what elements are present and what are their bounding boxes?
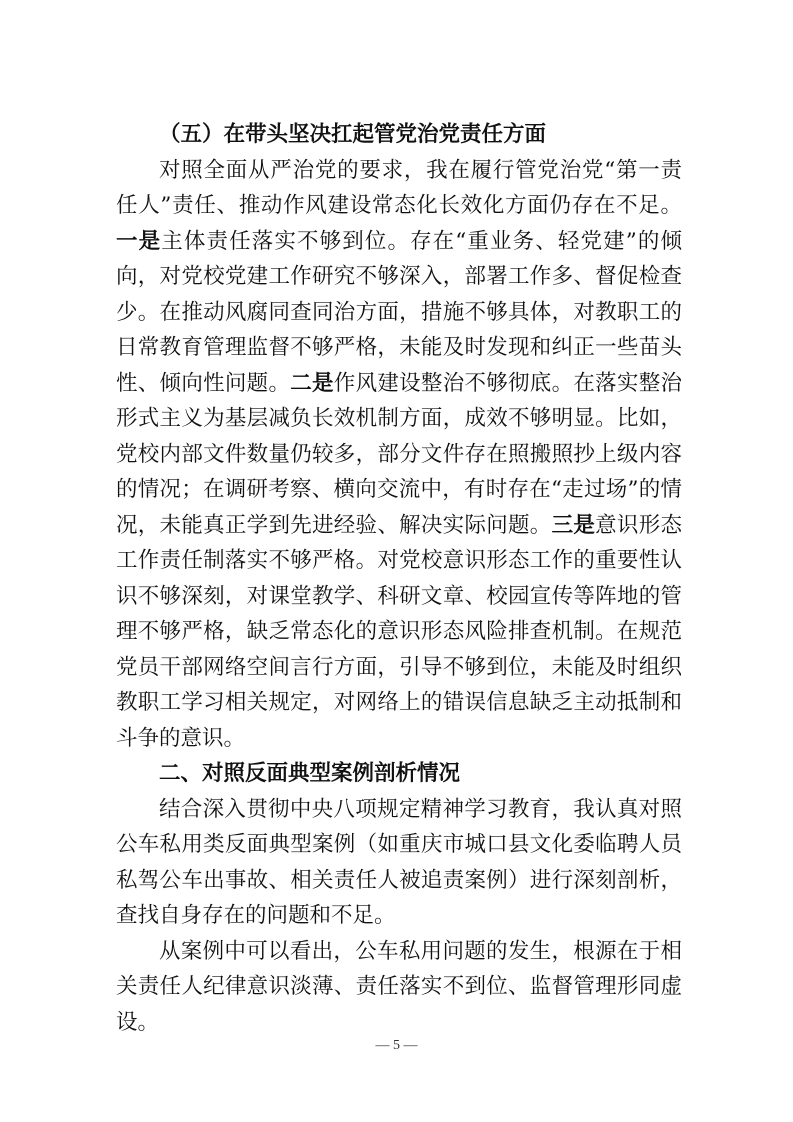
point-text-2: 作风建设整治不够彻底。在落实整治形式主义为基层减负长效机制方面，成效不够明显。比如，党校内部文件数量仍较多，部分文件存在照搬照抄上级内容的情况；在调研考察、横向交流中，有时存在“走过场”的情况，未能真正学到先进经验、解决实际问题。 <box>116 370 682 538</box>
point-marker-2: 二是 <box>290 370 334 396</box>
document-body <box>116 117 682 1040</box>
paragraph-case-analysis: 从案例中可以看出，公车私用问题的发生，根源在于相关责任人纪律意识淡薄、责任落实不到位、监督管理形同虚设。 <box>116 938 682 1035</box>
paragraph-case-study: 结合深入贯彻中央八项规定精神学习教育，我认真对照公车私用类反面典型案例（如重庆市城口县文化委临聘人员私驾公车出事故、相关责任人被追责案例）进行深刻剖析，查找自身存在的问题和不足。 <box>116 796 682 928</box>
point-text-1: 主体责任落实不够到位。存在“重业务、轻党建”的倾向，对党校党建工作研究不够深入，部署工作多、督促检查少。在推动风腐同查同治方面，措施不够具体，对教职工的日常教育管理监督不够严格，未能及时发现和纠正一些苗头性、倾向性问题。 <box>116 228 682 396</box>
point-marker-3: 三是 <box>551 512 596 538</box>
paragraph-responsibility <box>116 153 682 757</box>
section-heading-5: （五）在带头坚决扛起管党治党责任方面 <box>159 122 547 147</box>
page-number: — 5 — <box>375 1038 418 1053</box>
paragraph-intro: 对照全面从严治党的要求，我在履行管党治党“第一责任人”责任、推动作风建设常态化长效化方面仍存在不足。 <box>116 157 682 218</box>
section-heading-2: 二、对照反面典型案例剖析情况 <box>159 761 461 786</box>
point-text-3: 意识形态工作责任制落实不够严格。对党校意识形态工作的重要性认识不够深刻，对课堂教学、科研文章、校园宣传等阵地的管理不够严格，缺乏常态化的意识形态风险排查机制。在规范党员干部网络空间言行方面，引导不够到位，未能及时组织教职工学习相关规定，对网络上的错误信息缺乏主动抵制和斗争的意识。 <box>116 512 682 751</box>
point-marker-1: 一是 <box>116 228 162 254</box>
